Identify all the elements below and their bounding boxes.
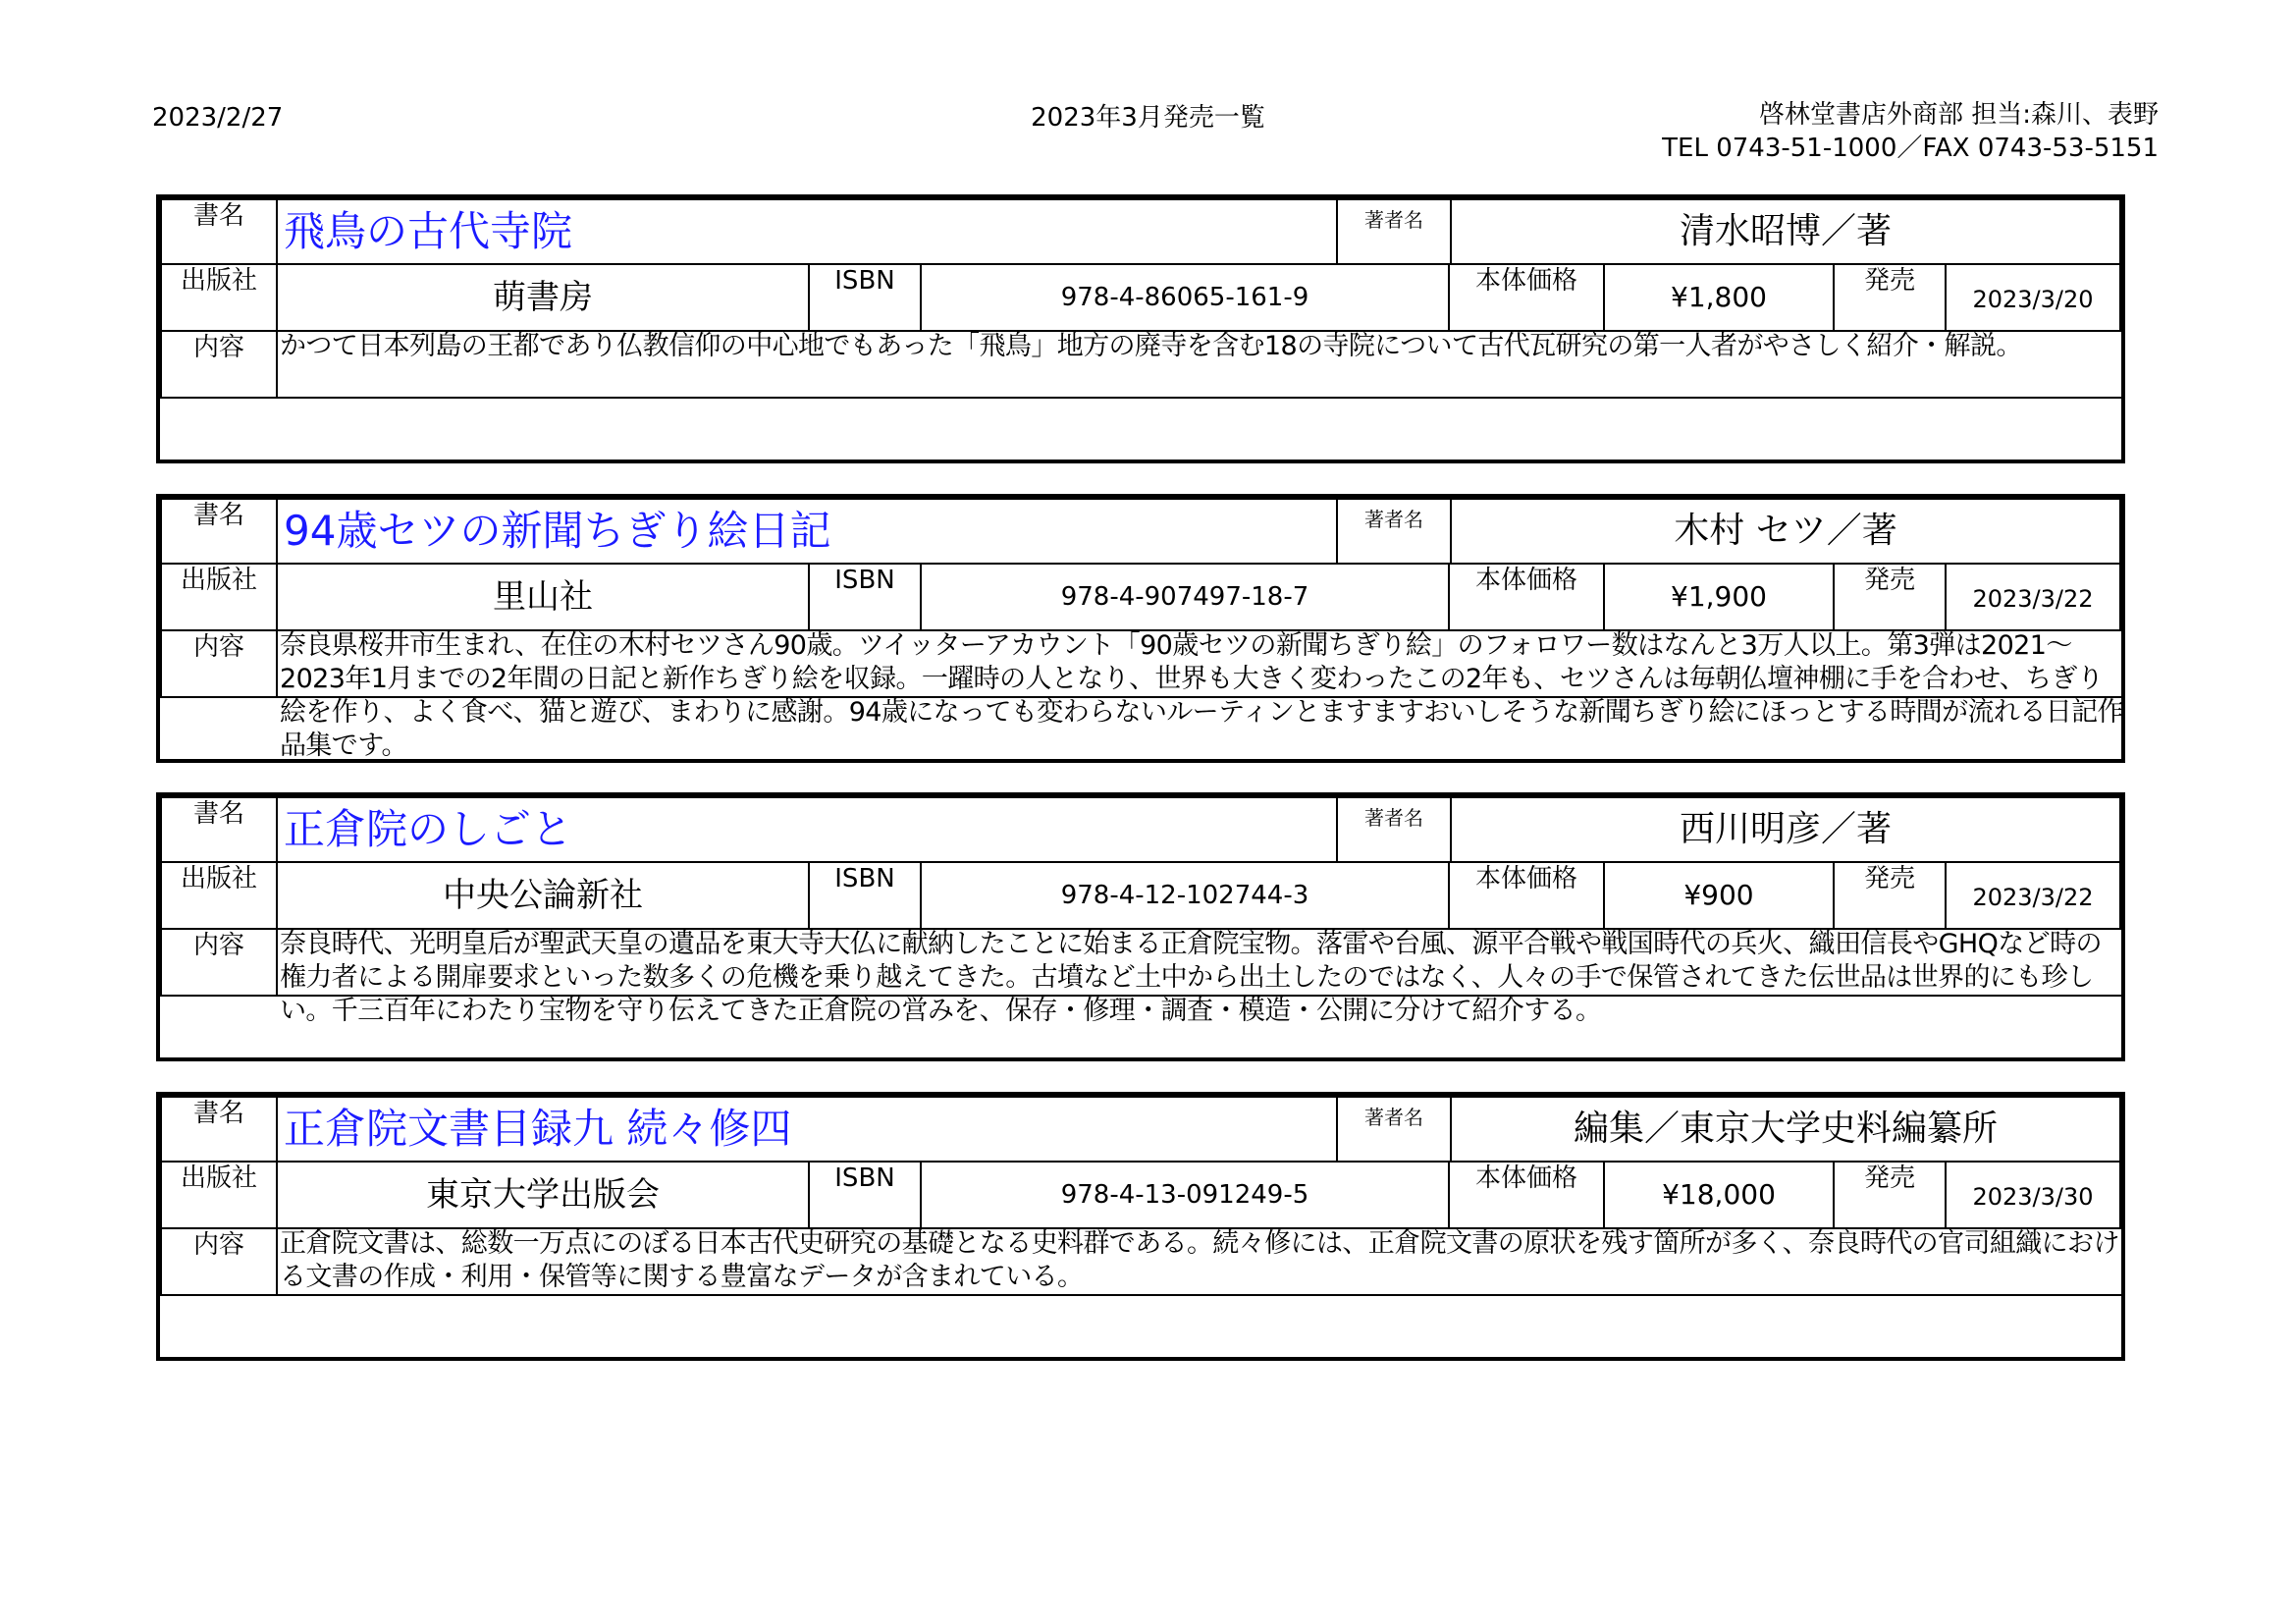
book-title: 正倉院文書目録九 続々修四 [276, 1096, 1338, 1163]
author-label: 著者名 [1336, 1096, 1452, 1163]
book-price: ¥900 [1603, 861, 1835, 930]
content-label: 内容 [160, 928, 278, 997]
isbn-label: ISBN [808, 861, 922, 930]
contact-block [1662, 98, 2159, 165]
book-publisher: 里山社 [276, 563, 810, 631]
isbn-label: ISBN [808, 263, 922, 332]
title-label: 書名 [160, 498, 278, 565]
book-entry-1 [156, 194, 2125, 463]
book-description: 奈良時代、光明皇后が聖武天皇の遺品を東大寺大仏に献納したことに始まる正倉院宝物。落雷や台風、源平合戦や戦国時代の兵火、織田信長やGHQなど時の権力者による開扉要求といった数多くの危機を乗り越えてきた。古墳など土中から出土したのではなく、人々の手で保管されてきた伝世品は世界的にも珍しい。千三百年にわたり宝物を守り伝えてきた正倉院の営みを、保存・修理・調査・模造・公開に分けて紹介する。 [280, 929, 2102, 1026]
author-label: 著者名 [1336, 796, 1452, 863]
book-title: 正倉院のしごと [276, 796, 1338, 863]
page-title: 2023年3月発売一覧 [1031, 103, 1265, 133]
isbn-label: ISBN [808, 563, 922, 631]
title-label: 書名 [160, 796, 278, 863]
price-label: 本体価格 [1448, 263, 1605, 332]
content-row-divider [160, 397, 2121, 399]
release-date: 2023/3/22 [1945, 861, 2121, 930]
book-description: かつて日本列島の王都であり仏教信仰の中心地でもあった「飛鳥」地方の廃寺を含む18の寺院について古代瓦研究の第一人者がやさしく紹介・解説。 [280, 331, 2022, 361]
release-date: 2023/3/20 [1945, 263, 2121, 332]
publisher-label: 出版社 [160, 861, 278, 930]
publisher-label: 出版社 [160, 1161, 278, 1229]
book-isbn: 978-4-907497-18-7 [920, 563, 1450, 631]
book-isbn: 978-4-86065-161-9 [920, 263, 1450, 332]
book-publisher: 中央公論新社 [276, 861, 810, 930]
release-label: 発売 [1833, 263, 1947, 332]
price-label: 本体価格 [1448, 861, 1605, 930]
release-label: 発売 [1833, 1161, 1947, 1229]
content-label: 内容 [160, 629, 278, 698]
release-label: 発売 [1833, 563, 1947, 631]
book-description: 奈良県桜井市生まれ、在住の木村セツさん90歳。ツイッターアカウント「90歳セツの新聞ちぎり絵」のフォロワー数はなんと3万人以上。第3弾は2021～2023年1月までの2年間の日記と新作ちぎり絵を収録。一躍時の人となり、世界も大きく変わったこの2年も、セツさんは毎朝仏壇神棚に手を合わせ、ちぎり絵を作り、よく食べ、猫と遊び、まわりに感謝。94歳になっても変わらないルーティンとますますおいしそうな新聞ちぎり絵にほっとする時間が流れる日記作品集です。 [280, 630, 2123, 761]
content-row-divider [160, 1294, 2121, 1296]
book-publisher: 萌書房 [276, 263, 810, 332]
book-price: ¥1,900 [1603, 563, 1835, 631]
book-author: 編集／東京大学史料編纂所 [1450, 1096, 2121, 1163]
book-description: 正倉院文書は、総数一万点にのぼる日本古代史研究の基礎となる史料群である。続々修には、正倉院文書の原状を残す箇所が多く、奈良時代の官司組織における文書の作成・利用・保管等に関する豊富なデータが含まれている。 [280, 1228, 2119, 1292]
list-date: 2023/2/27 [152, 103, 284, 133]
book-price: ¥18,000 [1603, 1161, 1835, 1229]
content-label: 内容 [160, 1227, 278, 1296]
book-isbn: 978-4-12-102744-3 [920, 861, 1450, 930]
author-label: 著者名 [1336, 498, 1452, 565]
book-title: 94歳セツの新聞ちぎり絵日記 [276, 498, 1338, 565]
content-label: 内容 [160, 330, 278, 399]
release-date: 2023/3/30 [1945, 1161, 2121, 1229]
isbn-label: ISBN [808, 1161, 922, 1229]
release-label: 発売 [1833, 861, 1947, 930]
book-author: 西川明彦／著 [1450, 796, 2121, 863]
book-author: 木村 セツ／著 [1450, 498, 2121, 565]
company-name: 啓林堂書店外商部 担当:森川、表野 [1758, 100, 2159, 130]
publisher-label: 出版社 [160, 563, 278, 631]
book-price: ¥1,800 [1603, 263, 1835, 332]
book-entry-3 [156, 792, 2125, 1061]
book-title: 飛鳥の古代寺院 [276, 198, 1338, 265]
book-isbn: 978-4-13-091249-5 [920, 1161, 1450, 1229]
price-label: 本体価格 [1448, 563, 1605, 631]
title-label: 書名 [160, 198, 278, 265]
author-label: 著者名 [1336, 198, 1452, 265]
contact-phone-fax: TEL 0743-51-1000／FAX 0743-53-5151 [1662, 134, 2159, 163]
book-entry-2 [156, 494, 2125, 763]
book-entry-4 [156, 1092, 2125, 1361]
publisher-label: 出版社 [160, 263, 278, 332]
price-label: 本体価格 [1448, 1161, 1605, 1229]
title-label: 書名 [160, 1096, 278, 1163]
book-author: 清水昭博／著 [1450, 198, 2121, 265]
book-publisher: 東京大学出版会 [276, 1161, 810, 1229]
release-date: 2023/3/22 [1945, 563, 2121, 631]
